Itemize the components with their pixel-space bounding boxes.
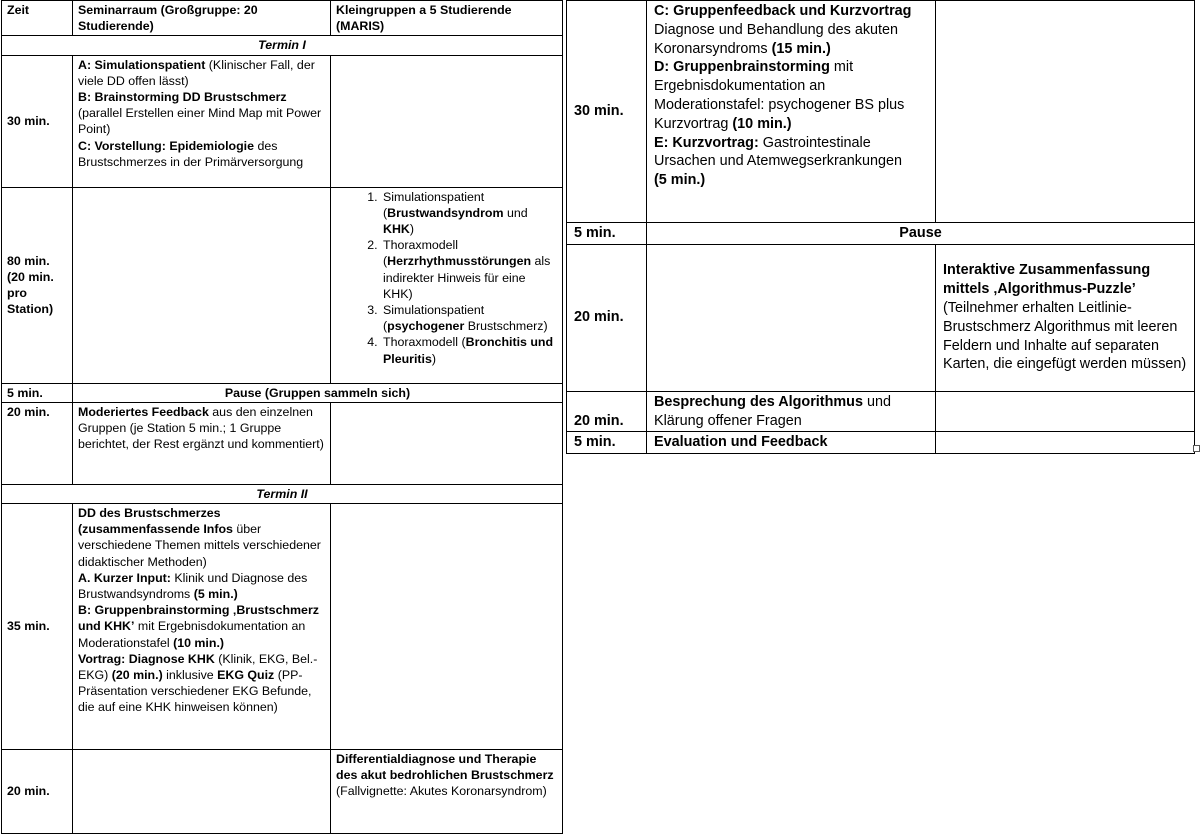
pause-cell: Pause [647,223,1195,245]
text-bold: A. Kurzer Input: [78,570,171,585]
text: (Fallvignette: Akutes Koronarsyndrom) [336,784,547,799]
text-bold: D: Gruppenbrainstorming [654,59,830,76]
table-row [567,432,1195,454]
table-row [2,383,563,402]
text-bold: Vortrag: Diagnose KHK [78,651,215,666]
table-row [567,1,1195,223]
text: (Teilnehmer erhalten Leitlinie-Brustschmerz Algorithmus mit leeren Feldern und Inhalte auf separaten Karten, die eingefügt werden müssen) [943,300,1187,373]
seminar-cell [647,391,936,432]
text: über verschiedene Themen mittels verschiedener didaktischer Methoden) [78,522,321,569]
time-cell: 30 min. [567,1,647,223]
text-bold: psychogener [387,319,465,334]
termin-1-label: Termin I [2,36,563,55]
text: (Klinischer Fall, der viele DD offen lässt) [78,57,315,88]
table-row [567,244,1195,391]
pause-cell: Pause (Gruppen sammeln sich) [73,383,563,402]
seminar-cell [73,187,331,383]
text-bold: E: Kurzvortrag: [654,134,759,151]
termin-2-label: Termin II [2,484,563,503]
text: Brustschmerz) [464,319,548,334]
list-item [381,189,557,238]
klein-cell [936,391,1195,432]
seminar-cell [647,1,936,223]
text: des Brustschmerzes in der Primärversorgung [78,138,304,169]
text: inklusive [162,668,218,683]
seminar-cell [73,504,331,750]
seminar-cell [647,432,936,454]
text-bold: C: Gruppenfeedback und Kurzvortrag [654,3,912,19]
text-bold: Moderiertes Feedback [78,404,209,419]
text: (PP-Präsentation verschiedener EKG Befunde, die auf eine KHK hinweisen können) [78,668,312,715]
text-bold: Besprechung des Algorithmus [654,393,863,410]
schedule-table-right [566,0,1195,454]
text: mit Ergebnisdokumentation an Moderationstafel: psychogener BS plus Kurzvortrag [654,59,905,132]
time-cell: 5 min. [567,223,647,245]
text: und Klärung offener Fragen [654,393,891,429]
text: aus den einzelnen Gruppen (je Station 5 min.; 1 Gruppe berichtet, der Rest ergänzt und kommentiert) [78,404,324,452]
header-kleingruppen: Kleingruppen a 5 Studierende (MARIS) [331,1,563,36]
text: (Klinik, EKG, Bel.-EKG) [78,651,318,683]
schedule-table-left [1,0,563,834]
time-cell: 20 min. [567,391,647,432]
text: und [503,205,528,220]
header-row [2,1,563,36]
text: Thoraxmodell ( [383,238,459,269]
seminar-cell [73,55,331,187]
text: als indirekter Hinweis für eine KHK) [383,254,551,301]
klein-cell [936,1,1195,223]
text: Simulationspatient ( [383,303,485,334]
seminar-cell [73,750,331,834]
list-item [381,334,557,366]
text: mit Ergebnisdokumentation an Moderationstafel [78,619,306,650]
text-bold: A: Simulationspatient [78,57,206,72]
text-bold: B: Gruppenbrainstorming ‚Brustschmerz und KHK’ [78,603,319,634]
text-bold: (10 min.) [732,115,792,132]
table-row [567,391,1195,432]
time-cell: 5 min. [567,432,647,454]
text-bold: (20 min.) [111,668,163,683]
text-bold: (10 min.) [173,635,225,650]
table-row [567,223,1195,245]
klein-cell [331,504,563,750]
text-bold: Differentialdiagnose und Therapie des akut bedrohlichen Brustschmerz [336,752,554,783]
table-row [2,55,563,187]
header-seminarraum: Seminarraum (Großgruppe: 20 Studierende) [73,1,331,36]
table-row [2,402,563,484]
klein-cell [331,402,563,484]
text-bold: B: Brainstorming DD Brustschmerz [78,90,287,105]
time-cell: 20 min. [2,402,73,484]
text: ) [409,222,414,237]
time-cell: 20 min. [567,244,647,391]
list-item [381,237,557,302]
text-bold: Herzrhythmusstörungen [387,254,532,269]
text: Simulationspatient ( [383,189,485,220]
time-cell: 80 min. (20 min. pro Station) [2,187,73,383]
text-bold: Brustwandsyndrom [387,205,504,220]
seminar-cell [73,402,331,484]
text: Klinik und Diagnose des Brustwandsyndroms [78,570,308,602]
time-cell: 5 min. [2,383,73,402]
text-bold: EKG Quiz [217,668,275,683]
text-bold: (zusammenfassende Infos [78,522,233,537]
text-bold: KHK [383,222,410,237]
klein-cell [936,244,1195,391]
table-resize-handle[interactable] [1193,445,1200,452]
table-row [2,187,563,383]
text-bold: (5 min.) [654,172,706,189]
text-bold: (5 min.) [193,587,238,602]
text: ) [431,351,437,366]
termin-row [2,36,563,55]
text-bold: C: Vorstellung: Epidemiologie [78,138,254,153]
time-cell: 35 min. [2,504,73,750]
table-row [2,504,563,750]
text: Thoraxmodell ( [383,335,466,350]
klein-cell [936,432,1195,454]
header-zeit: Zeit [2,1,73,36]
text: Gastrointestinale Ursachen und Atemwegserkrankungen [654,134,902,170]
text-bold: Evaluation und Feedback [654,434,828,451]
klein-cell [331,187,563,383]
text-bold: DD des Brustschmerzes [78,506,221,521]
time-cell: 30 min. [2,55,73,187]
time-cell: 20 min. [2,750,73,834]
station-list [336,189,557,367]
text-bold: Bronchitis und Pleuritis [383,335,554,366]
table-row [2,750,563,834]
text-bold: Interaktive Zusammenfassung mittels ‚Algorithmus-Puzzle’ [943,262,1151,298]
termin-row [2,484,563,503]
text-bold: (15 min.) [771,40,831,57]
klein-cell [331,55,563,187]
seminar-cell [647,244,936,391]
text: Diagnose und Behandlung des akuten Koronarsyndroms [654,21,899,57]
text: (parallel Erstellen einer Mind Map mit Power Point) [78,106,322,137]
list-item [381,302,557,334]
klein-cell [331,750,563,834]
